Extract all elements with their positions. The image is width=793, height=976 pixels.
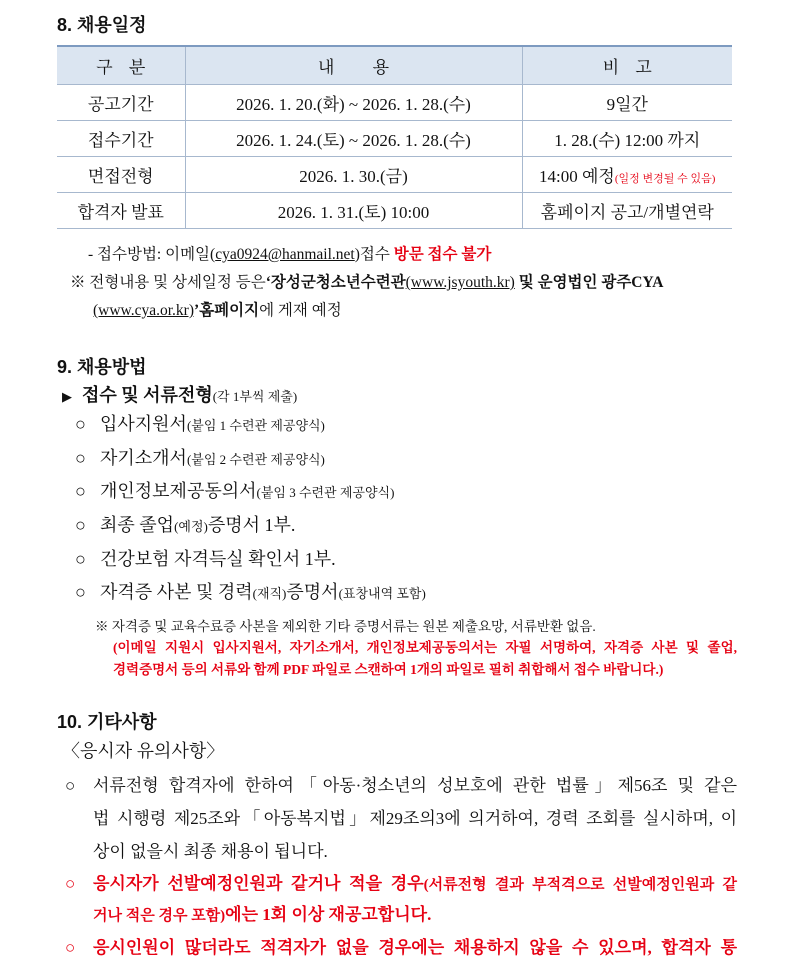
header-content: 내 용 [185,46,522,85]
background-check-line: 서류전형 합격자에 한하여「아동·청소년의 성보호에 관한 법률」제56조 및 같은 [93,776,737,795]
notice-operator: 및 운영법인 광주CYA [518,274,664,291]
readvertise-text: 응시자가 선발예정인원과 같거나 적을 경우 [93,874,424,893]
schedule-change-caveat: (일정 변경될 수 있음) [614,173,716,185]
header-note: 비 고 [522,46,732,85]
row-content: 2026. 1. 20.(화) ~ 2026. 1. 28.(수) [185,85,522,121]
row-content: 2026. 1. 30.(금) [185,157,522,193]
subheading-note: (각 1부씩 제출) [212,389,298,404]
schedule-table [57,45,732,229]
application-method-label: - 접수방법: 이메일( [88,246,216,263]
circle-bullet: ○ [75,414,86,434]
background-check-item [65,774,737,798]
schedule-row [57,157,732,193]
section-8-title: 8. 채용일정 [57,15,147,35]
notice-org: ‘장성군청소년수련관 [265,274,406,291]
row-category: 면접전형 [57,157,185,193]
circle-bullet: ○ [65,874,76,893]
document-note: (붙임 1 수련관 제공양식) [186,418,325,433]
readvertise-line [93,872,737,897]
row-note-text: 14:00 예정 [539,167,615,186]
row-content: 2026. 1. 24.(토) ~ 2026. 1. 28.(수) [185,121,522,157]
circle-bullet: ○ [75,515,86,535]
subheading-text: 접수 및 서류전형 [82,385,213,405]
schedule-row [57,193,732,229]
row-note: 9일간 [522,85,732,121]
application-method-after: )접수 [354,246,390,263]
readvertise-note: 거나 적은 경우 포함) [93,908,226,924]
document-note: (재직) [252,586,287,601]
applicant-notes-subheading: 〈응시자 유의사항〉 [62,741,225,761]
row-note [522,157,732,193]
schedule-row [57,85,732,121]
row-category: 접수기간 [57,121,185,157]
notice-suffix: 에 게재 예정 [259,302,342,319]
required-document-item [75,479,394,505]
circle-bullet: ○ [65,776,76,795]
readvertise-text: 에는 1회 이상 재공고합니다. [225,905,432,924]
notice-prefix: ※ 전형내용 및 상세일정 등은 [70,274,266,291]
document-name-suffix: 증명서 [286,582,339,602]
row-note: 홈페이지 공고/개별연락 [522,193,732,229]
required-document-item [75,446,325,472]
jsyouth-link[interactable]: (www.jsyouth.kr) [405,274,515,291]
document-name: 최종 졸업 [100,515,175,535]
schedule-header-row [57,46,732,85]
readvertise-note: (서류전형 결과 부적격으로 선발예정인원과 같 [423,877,737,893]
no-hire-item [65,936,737,960]
section-9-title: 9. 채용방법 [57,357,147,377]
circle-bullet: ○ [75,549,86,569]
circle-bullet: ○ [75,582,86,602]
readvertise-item [65,872,737,897]
instructions-line: (이메일 지원시 입사지원서, 자기소개서, 개인정보제공동의서는 자필 서명하여, 자격증 사본 및 졸업, [113,640,737,655]
submission-subheading [62,383,297,409]
required-document-item [75,412,325,438]
circle-bullet: ○ [65,938,76,957]
document-name: 자격증 사본 및 경력 [100,582,253,602]
row-note: 1. 28.(수) 12:00 까지 [522,121,732,157]
email-link[interactable]: cya0924@hanmail.net [215,246,355,263]
document-name: 자기소개서 [100,448,187,468]
background-check-line: 법 시행령 제25조와「아동복지법」제29조의3에 의거하여, 경력 조회를 실시하며, 이 [93,809,737,828]
circle-bullet: ○ [75,448,86,468]
email-submission-instructions-2: 경력증명서 등의 서류와 함께 PDF 파일로 스캔하여 1개의 파일로 필히 취합해서 접수 바랍니다.) [113,662,664,677]
row-category: 공고기간 [57,85,185,121]
header-category: 구 분 [57,46,185,85]
document-name: 개인정보제공동의서 [100,481,257,501]
announcement-notice-line-2 [93,300,342,322]
background-check-line-2 [93,807,737,831]
announcement-notice-line [70,272,663,294]
schedule-row [57,121,732,157]
document-note: (붙임 2 수련관 제공양식) [186,452,325,467]
circle-bullet: ○ [75,481,86,501]
background-check-line-3: 상이 없을시 최종 채용이 됩니다. [93,842,328,861]
required-document-item [75,547,336,571]
original-documents-note: ※ 자격증 및 교육수료증 사본을 제외한 기타 증명서류는 원본 제출요망, 서류반환 없음. [95,619,596,634]
row-content: 2026. 1. 31.(토) 10:00 [185,193,522,229]
document-name: 건강보험 자격득실 확인서 1부. [100,549,336,569]
visit-not-allowed-warning: 방문 접수 불가 [393,246,492,263]
required-document-item [75,580,426,606]
cya-link[interactable]: (www.cya.or.kr) [93,302,194,319]
arrow-marker-icon: ▶ [62,389,72,404]
required-document-item [75,513,295,539]
no-hire-line: 응시인원이 많더라도 적격자가 없을 경우에는 채용하지 않을 수 있으며, 합격자 통 [93,938,737,957]
document-name: 입사지원서 [100,414,187,434]
section-10-title: 10. 기타사항 [57,712,157,732]
notice-homepage: ’홈페이지 [194,302,260,319]
document-name-suffix: 증명서 1부. [207,515,296,535]
document-note: (예정) [174,519,208,534]
document-note: (표창내역 포함) [338,586,426,601]
email-submission-instructions [113,638,737,658]
document-note: (붙임 3 수련관 제공양식) [256,485,395,500]
application-method-line [88,244,491,266]
readvertise-line-2 [93,903,431,928]
row-category: 합격자 발표 [57,193,185,229]
